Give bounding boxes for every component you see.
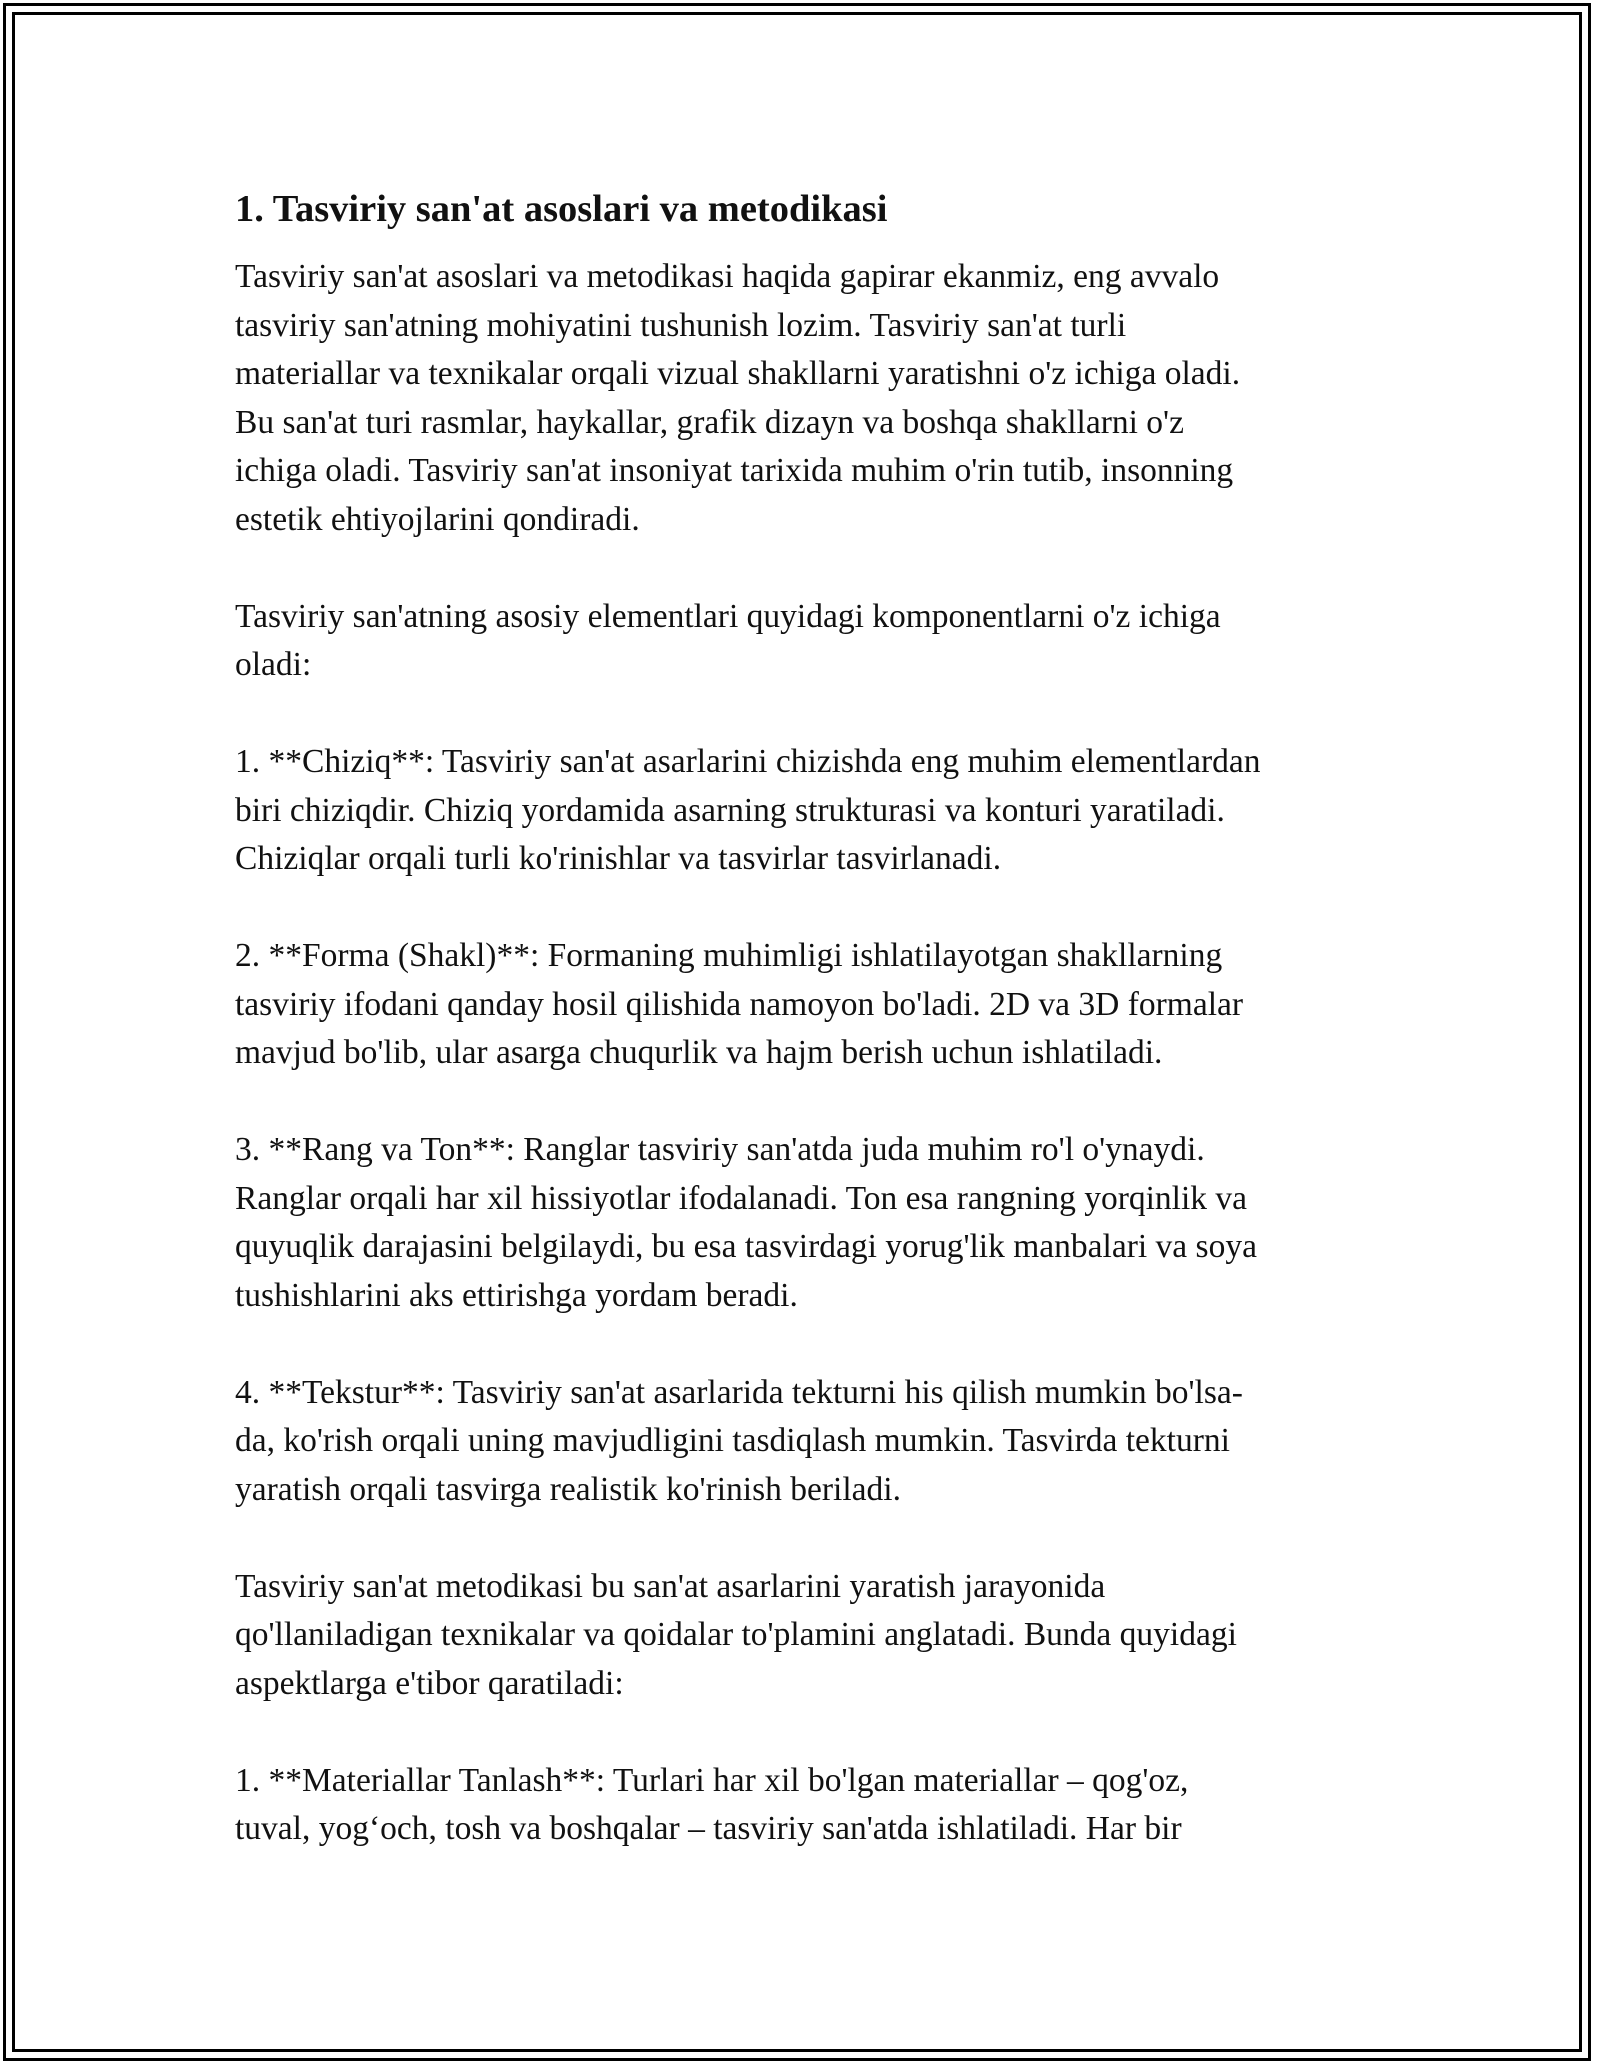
text-line: 4. **Tekstur**: Tasviriy san'at asarlarida tekturni his qilish mumkin bo'lsa- bbox=[235, 1373, 1243, 1411]
text-line: Chiziqlar orqali turli ko'rinishlar va tasvirlar tasvirlanadi. bbox=[235, 840, 1002, 877]
text-line: tasviriy san'atning mohiyatini tushunish lozim. Tasviriy san'at turli bbox=[235, 306, 1127, 344]
text-line: ichiga oladi. Tasviriy san'at insoniyat tarixida muhim o'rin tutib, insonning bbox=[235, 452, 1234, 489]
text-line: Tasviriy san'at metodikasi bu san'at asarlarini yaratish jarayonida bbox=[235, 1567, 1106, 1605]
text-line: aspektlarga e'tibor qaratiladi: bbox=[235, 1664, 624, 1702]
list-item-chiziq bbox=[235, 738, 1385, 884]
text-line: 1. **Chiziq**: Tasviriy san'at asarlarini chizishda eng muhim elementlardan bbox=[235, 743, 1261, 780]
text-line: mavjud bo'lib, ular asarga chuqurlik va hajm berish uchun ishlatiladi. bbox=[235, 1034, 1163, 1071]
text-line: biri chiziqdir. Chiziq yordamida asarning strukturasi va konturi yaratiladi. bbox=[235, 791, 1225, 829]
text-line: 1. **Materiallar Tanlash**: Turlari har xil bo'lgan materiallar – qog'oz, bbox=[235, 1761, 1189, 1799]
section-heading: 1. Tasviriy san'at asoslari va metodikasi bbox=[235, 188, 888, 230]
text-line: Tasviriy san'atning asosiy elementlari quyidagi komponentlarni o'z ichiga bbox=[235, 597, 1221, 635]
text-line: tasviriy ifodani qanday hosil qilishida namoyon bo'ladi. 2D va 3D formalar bbox=[235, 985, 1244, 1023]
paragraph-methodology bbox=[235, 1563, 1385, 1709]
text-line: quyuqlik darajasini belgilaydi, bu esa tasvirdagi yorug'lik manbalari va soya bbox=[235, 1228, 1257, 1265]
text-line: Bu san'at turi rasmlar, haykallar, grafik dizayn va boshqa shakllarni o'z bbox=[235, 403, 1184, 441]
text-line: tushishlarini aks ettirishga yordam beradi. bbox=[235, 1276, 798, 1314]
text-line: da, ko'rish orqali uning mavjudligini tasdiqlash mumkin. Tasvirda tekturni bbox=[235, 1422, 1230, 1459]
document-body bbox=[235, 185, 1385, 1902]
list-item-tekstur bbox=[235, 1369, 1385, 1515]
list-item-forma bbox=[235, 932, 1385, 1078]
paragraph-intro bbox=[235, 253, 1385, 544]
text-line: tuval, yog‘och, tosh va boshqalar – tasviriy san'atda ishlatiladi. Har bir bbox=[235, 1810, 1182, 1847]
paragraph-elements-intro bbox=[235, 593, 1385, 690]
list-item-rang-va-ton bbox=[235, 1126, 1385, 1320]
text-line: yaratish orqali tasvirga realistik ko'rinish beriladi. bbox=[235, 1470, 901, 1508]
text-line: oladi: bbox=[235, 646, 312, 683]
text-line: estetik ehtiyojlarini qondiradi. bbox=[235, 500, 640, 538]
text-line: 3. **Rang va Ton**: Ranglar tasviriy san'atda juda muhim ro'l o'ynaydi. bbox=[235, 1131, 1205, 1168]
text-line: Ranglar orqali har xil hissiyotlar ifodalanadi. Ton esa rangning yorqinlik va bbox=[235, 1179, 1248, 1217]
text-line: materiallar va texnikalar orqali vizual shakllarni yaratishni o'z ichiga oladi. bbox=[235, 355, 1241, 392]
list-item-materiallar bbox=[235, 1757, 1385, 1854]
text-line: 2. **Forma (Shakl)**: Formaning muhimligi ishlatilayotgan shakllarning bbox=[235, 937, 1223, 974]
text-line: qo'llaniladigan texnikalar va qoidalar to'plamini anglatadi. Bunda quyidagi bbox=[235, 1616, 1237, 1653]
text-line: Tasviriy san'at asoslari va metodikasi haqida gapirar ekanmiz, eng avvalo bbox=[235, 258, 1220, 295]
